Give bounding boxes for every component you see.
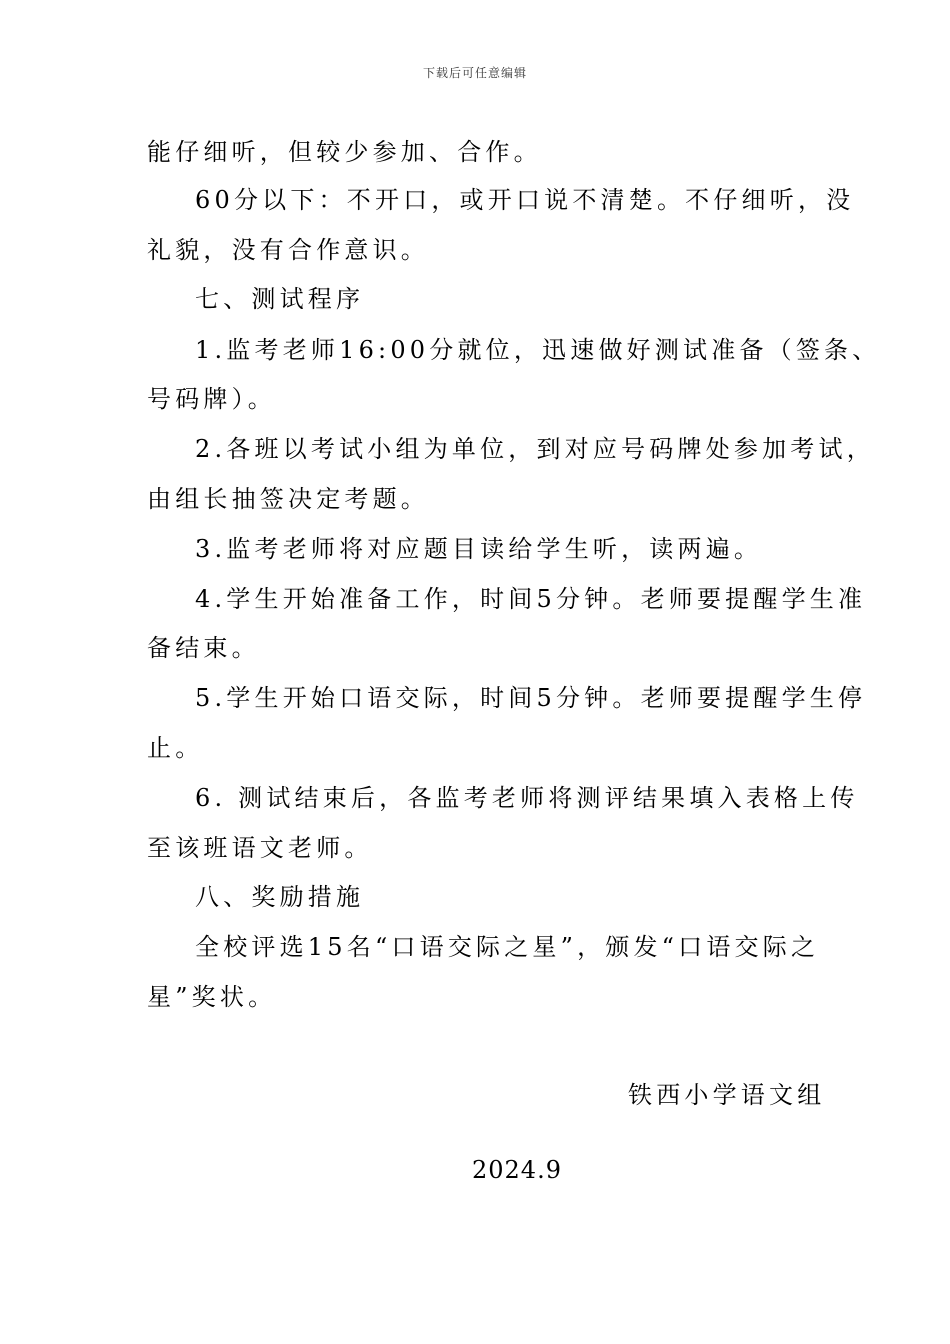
text-line: 1.监考老师16:00分就位，迅速做好测试准备（签条、: [195, 336, 881, 364]
text-line: 5.学生开始口语交际，时间5分钟。老师要提醒学生停: [195, 684, 867, 712]
document-date: 2024.9: [472, 1156, 562, 1184]
text-line: 至该班语文老师。: [147, 834, 373, 862]
text-line: 礼貌，没有合作意识。: [147, 236, 429, 264]
text-line: 备结束。: [147, 634, 260, 662]
text-line: 全校评选15名“口语交际之星”，颁发“口语交际之: [195, 933, 820, 961]
text-line: 星”奖状。: [147, 983, 277, 1011]
section-heading: 八、奖励措施: [195, 883, 365, 911]
text-line: 号码牌）。: [147, 385, 276, 413]
text-line: 由组长抽签决定考题。: [147, 485, 429, 513]
text-line: 6. 测试结束后，各监考老师将测评结果填入表格上传: [195, 784, 859, 812]
signature: 铁西小学语文组: [628, 1081, 826, 1109]
text-line: 能仔细听，但较少参加、合作。: [147, 138, 542, 166]
text-line: 4.学生开始准备工作，时间5分钟。老师要提醒学生准: [195, 585, 867, 613]
text-line: 3.监考老师将对应题目读给学生听，读两遍。: [195, 535, 763, 563]
page-header: 下载后可任意编辑: [422, 66, 527, 80]
text-line: 止。: [147, 734, 204, 762]
text-line: 2.各班以考试小组为单位，到对应号码牌处参加考试，: [195, 435, 875, 463]
section-heading: 七、测试程序: [195, 285, 365, 313]
text-line: 60分以下：不开口，或开口说不清楚。不仔细听，没: [195, 186, 855, 214]
